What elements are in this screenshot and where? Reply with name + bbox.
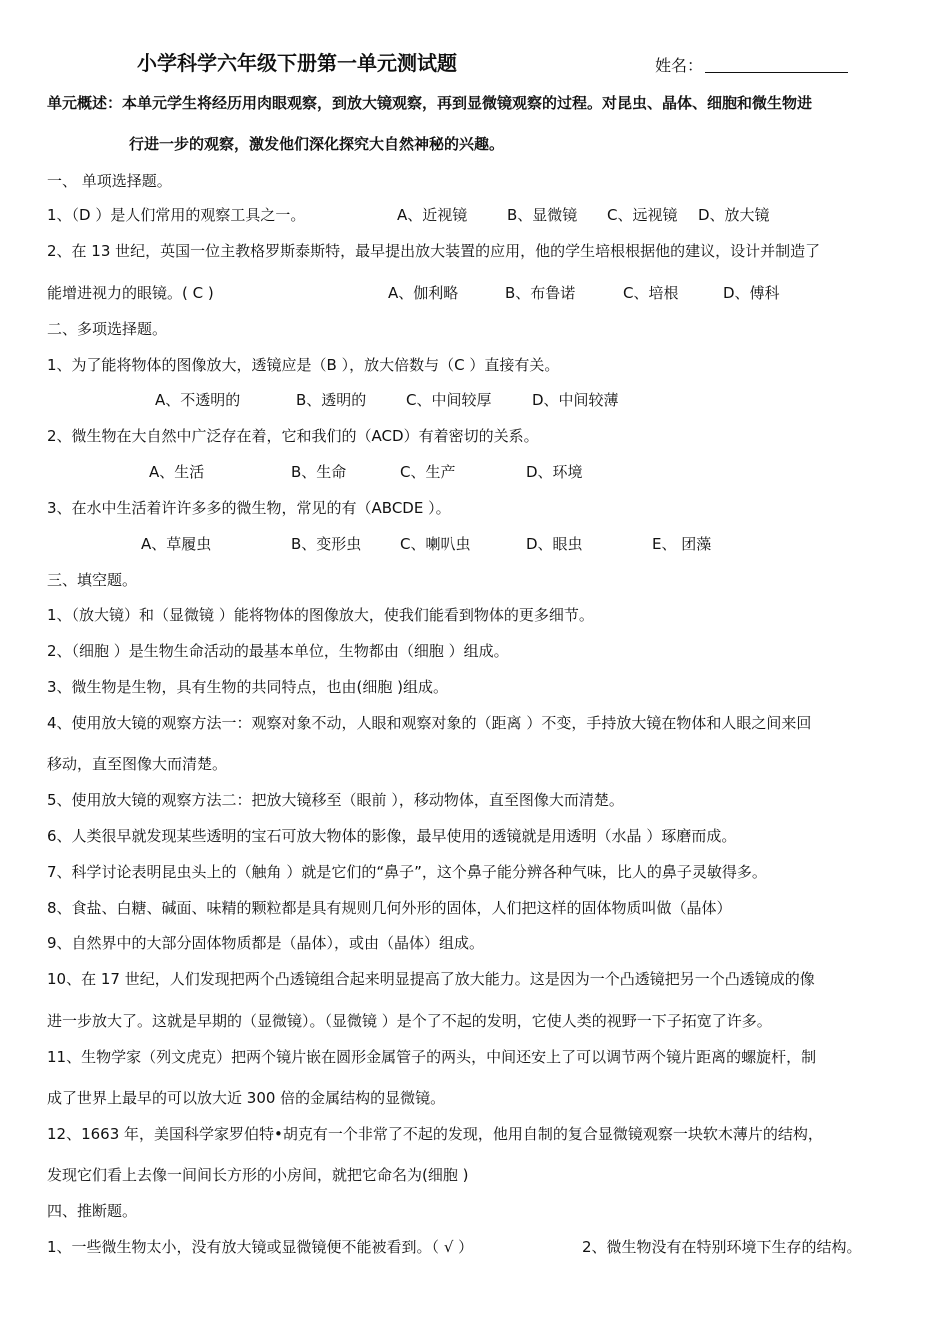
s2-q3-option-e: E、 团藻 [652, 535, 712, 553]
s1-q1-option-d: D、放大镜 [698, 206, 770, 224]
s1-q2-line-2: 能增进视力的眼镜。( C ) [47, 284, 214, 302]
overview-line-1: 单元概述：本单元学生将经历用肉眼观察，到放大镜观察，再到显微镜观察的过程。对昆虫、晶体、细胞和微生物进 [47, 94, 813, 112]
section2-heading: 二、多项选择题。 [47, 320, 168, 338]
s3-line-15: 12、1663 年，美国科学家罗伯特•胡克有一个非常了不起的发现，他用自制的复合显微镜观察一块软木薄片的结构， [47, 1125, 823, 1143]
s3-line-10: 9、自然界中的大部分固体物质都是（晶体），或由（晶体）组成。 [47, 934, 485, 952]
s2-q1-stem: 1、为了能将物体的图像放大，透镜应是（B ），放大倍数与（C ）直接有关。 [47, 356, 560, 374]
s3-line-6: 5、使用放大镜的观察方法二：把放大镜移至（眼前 ），移动物体，直至图像大而清楚。 [47, 791, 624, 809]
s2-q1-option-c: C、中间较厚 [406, 391, 492, 409]
s3-line-2: 2、（细胞 ）是生物生命活动的最基本单位，生物都由（细胞 ）组成。 [47, 642, 509, 660]
s2-q3-option-c: C、喇叭虫 [400, 535, 471, 553]
s2-q2-option-a: A、生活 [149, 463, 205, 481]
s1-q2-line-1: 2、在 13 世纪，英国一位主教格罗斯泰斯特，最早提出放大装置的应用，他的学生培根根据他的建议，设计并制造了 [47, 242, 821, 260]
s2-q3-option-d: D、眼虫 [526, 535, 583, 553]
s1-q2-option-d: D、傅科 [723, 284, 780, 302]
s1-q2-option-c: C、培根 [623, 284, 679, 302]
name-blank-line[interactable] [705, 72, 848, 73]
s1-q1-stem: 1、（D ）是人们常用的观察工具之一。 [47, 206, 306, 224]
name-label: 姓名： [655, 56, 704, 75]
s3-line-8: 7、科学讨论表明昆虫头上的（触角 ）就是它们的“鼻子”，这个鼻子能分辨各种气味，比人的鼻子灵敏得多。 [47, 863, 767, 881]
s3-line-13: 11、生物学家（列文虎克）把两个镜片嵌在圆形金属管子的两头，中间还安上了可以调节两个镜片距离的螺旋杆，制 [47, 1048, 817, 1066]
s2-q3-stem: 3、在水中生活着许许多多的微生物，常见的有（ABCDE ）。 [47, 499, 451, 517]
overview-line-2: 行进一步的观察，激发他们深化探究大自然神秘的兴趣。 [129, 135, 505, 153]
s2-q2-stem: 2、微生物在大自然中广泛存在着，它和我们的（ACD）有着密切的关系。 [47, 427, 539, 445]
s3-line-5: 移动，直至图像大而清楚。 [47, 755, 228, 773]
section1-heading: 一、 单项选择题。 [47, 172, 172, 190]
section3-heading: 三、填空题。 [47, 571, 138, 589]
s3-line-4: 4、使用放大镜的观察方法一：观察对象不动，人眼和观察对象的（距离 ）不变，手持放大镜在物体和人眼之间来回 [47, 714, 812, 732]
s2-q1-option-b: B、透明的 [296, 391, 367, 409]
s3-line-3: 3、微生物是生物，具有生物的共同特点，也由(细胞 )组成。 [47, 678, 449, 696]
s3-line-9: 8、食盐、白糖、碱面、味精的颗粒都是具有规则几何外形的固体，人们把这样的固体物质叫做（晶体） [47, 899, 732, 917]
s4-q2: 2、微生物没有在特别环境下生存的结构。 [582, 1238, 862, 1256]
s3-line-16: 发现它们看上去像一间间长方形的小房间，就把它命名为(细胞 ) [47, 1166, 469, 1184]
s3-line-11: 10、在 17 世纪，人们发现把两个凸透镜组合起来明显提高了放大能力。这是因为一个凸透镜把另一个凸透镜成的像 [47, 970, 815, 988]
s2-q3-option-b: B、变形虫 [291, 535, 362, 553]
s3-line-12: 进一步放大了。这就是早期的（显微镜）。（显微镜 ）是个了不起的发明，它使人类的视野一下子拓宽了许多。 [47, 1012, 772, 1030]
s2-q2-option-c: C、生产 [400, 463, 456, 481]
s3-line-14: 成了世界上最早的可以放大近 300 倍的金属结构的显微镜。 [47, 1089, 446, 1107]
section4-heading: 四、推断题。 [47, 1202, 138, 1220]
s2-q1-option-a: A、不透明的 [155, 391, 241, 409]
s1-q1-option-b: B、显微镜 [507, 206, 578, 224]
s1-q1-option-a: A、近视镜 [397, 206, 468, 224]
s3-line-1: 1、（放大镜）和（显微镜 ）能将物体的图像放大，使我们能看到物体的更多细节。 [47, 606, 594, 624]
s2-q3-option-a: A、草履虫 [141, 535, 212, 553]
s1-q2-option-b: B、布鲁诺 [505, 284, 576, 302]
s2-q2-option-b: B、生命 [291, 463, 347, 481]
s2-q1-option-d: D、中间较薄 [532, 391, 619, 409]
s1-q1-option-c: C、远视镜 [607, 206, 678, 224]
page-title: 小学科学六年级下册第一单元测试题 [137, 51, 457, 75]
s2-q2-option-d: D、环境 [526, 463, 583, 481]
s3-line-7: 6、人类很早就发现某些透明的宝石可放大物体的影像，最早使用的透镜就是用透明（水晶 ）琢磨而成。 [47, 827, 737, 845]
s1-q2-option-a: A、伽利略 [388, 284, 459, 302]
s4-q1: 1、一些微生物太小，没有放大镜或显微镜便不能被看到。（ √ ） [47, 1238, 474, 1256]
